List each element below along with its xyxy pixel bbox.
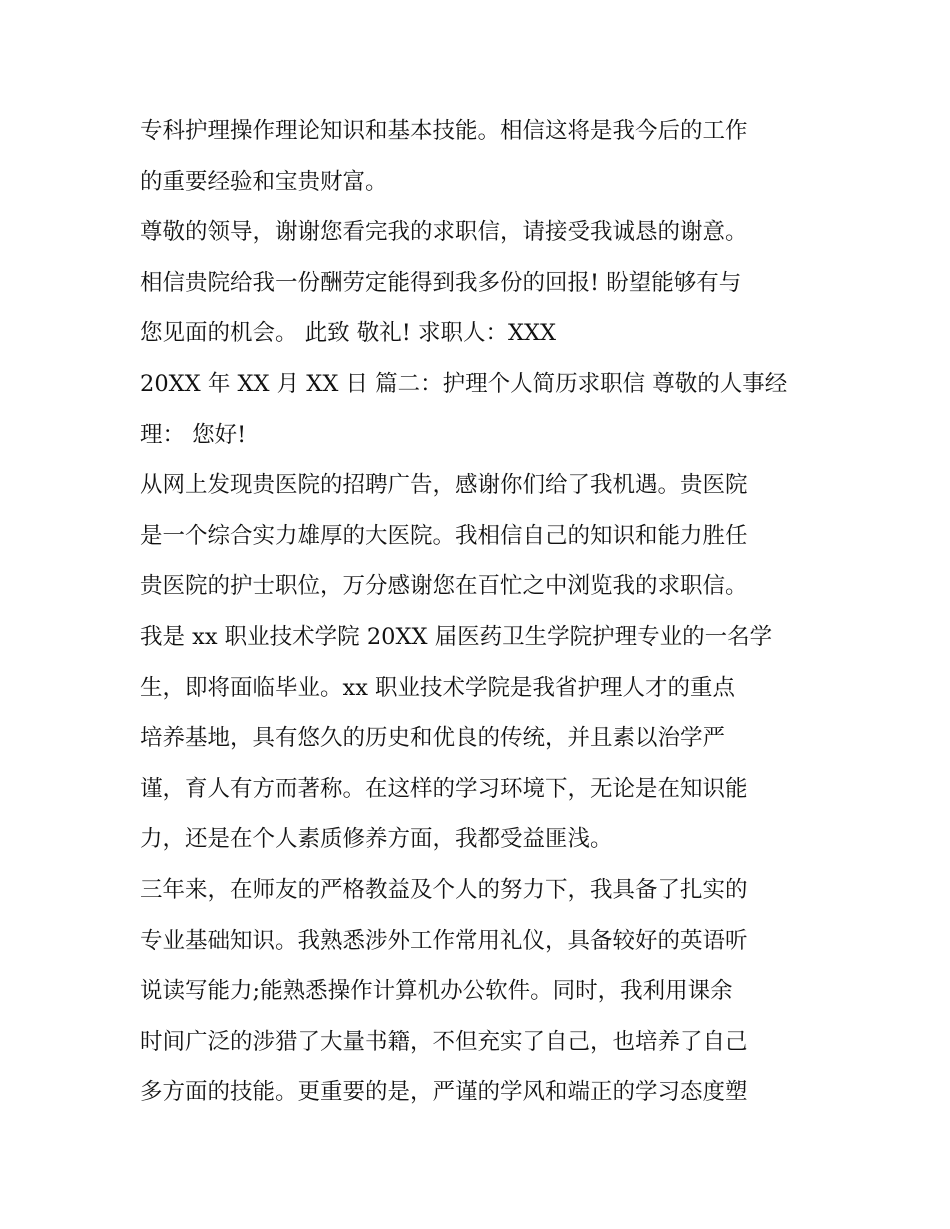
text-line: 是一个综合实力雄厚的大医院。我相信自己的知识和能力胜任 — [140, 522, 748, 549]
text-line: 的重要经验和宝贵财富。 — [140, 168, 388, 195]
text-line: 专科护理操作理论知识和基本技能。相信这将是我今后的工作 — [140, 118, 748, 144]
text-line: 培养基地，具有悠久的历史和优良的传统，并且素以治学严 — [140, 725, 726, 752]
text-line: 尊敬的领导，谢谢您看完我的求职信，请接受我诚恳的谢意。 — [140, 219, 748, 246]
text-line: 从网上发现贵医院的招聘广告，感谢你们给了我机遇。贵医院 — [140, 472, 748, 499]
document-text-body — [140, 106, 820, 1118]
text-line: 20XX 年 XX 月 XX 日 篇二：护理个人简历求职信 尊敬的人事经 — [140, 370, 788, 397]
text-line: 相信贵院给我一份酬劳定能得到我多份的回报! 盼望能够有与 — [140, 269, 742, 296]
text-line: 三年来，在师友的严格教益及个人的努力下，我具备了扎实的 — [140, 876, 748, 903]
text-line: 专业基础知识。我熟悉涉外工作常用礼仪，具备较好的英语听 — [140, 927, 748, 954]
text-line: 生，即将面临毕业。xx 职业技术学院是我省护理人才的重点 — [140, 674, 736, 701]
text-line: 时间广泛的涉猎了大量书籍，不但充实了自己，也培养了自己 — [140, 1028, 748, 1055]
text-line: 理： 您好! — [140, 421, 247, 448]
text-line: 多方面的技能。更重要的是，严谨的学风和端正的学习态度塑 — [140, 1079, 748, 1106]
text-line: 我是 xx 职业技术学院 20XX 届医药卫生学院护理专业的一名学 — [140, 623, 773, 650]
text-line: 谨，育人有方而著称。在这样的学习环境下，无论是在知识能 — [140, 775, 748, 802]
text-line: 说读写能力;能熟悉操作计算机办公软件。同时，我利用课余 — [140, 978, 733, 1005]
text-line: 贵医院的护士职位，万分感谢您在百忙之中浏览我的求职信。 — [140, 573, 748, 600]
text-line: 您见面的机会。 此致 敬礼! 求职人：XXX — [140, 320, 557, 347]
text-line: 力，还是在个人素质修养方面，我都受益匪浅。 — [140, 826, 613, 853]
